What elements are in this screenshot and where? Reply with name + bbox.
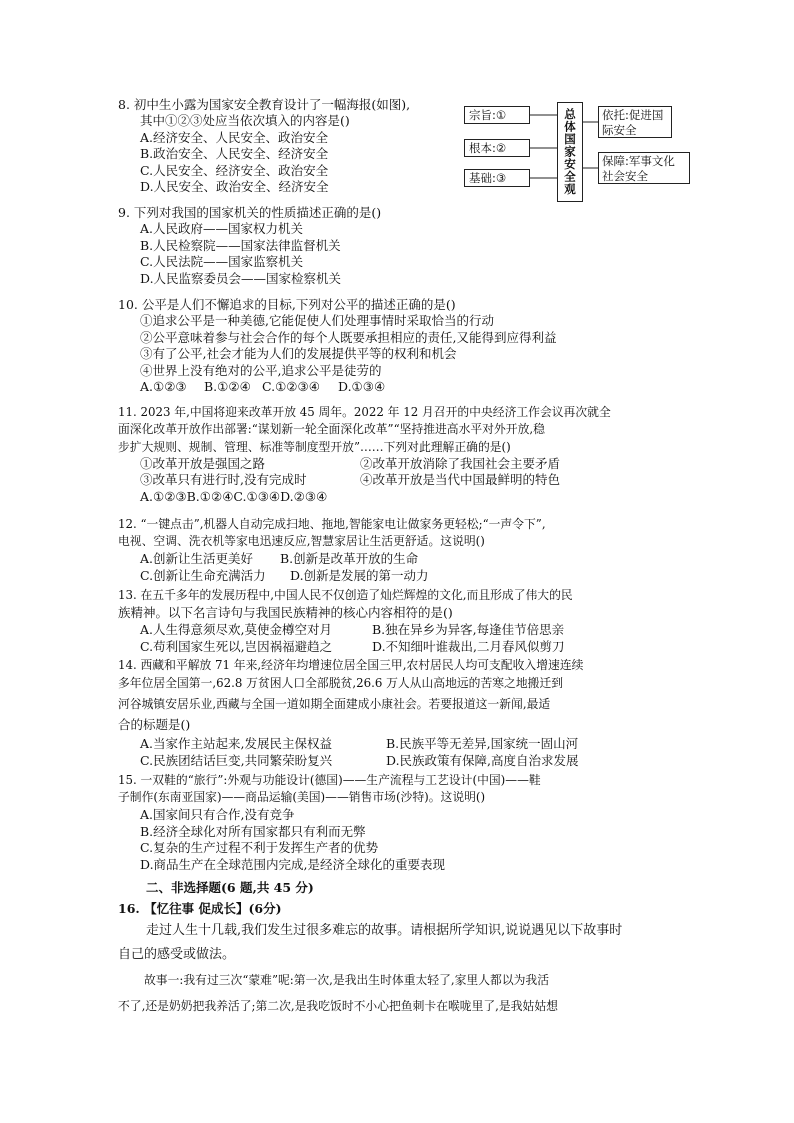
q14-stem-2: 多年位居全国第一,62.8 万贫困人口全部脱贫,26.6 万人从山高地远的苦寒之地搬迁到: [118, 676, 564, 691]
q10-item-3: ③有了公平,社会才能为人们的发展提供平等的权利和机会: [140, 346, 457, 362]
q15-option-b: B.经济全球化对所有国家都只有利而无弊: [140, 823, 366, 839]
q13-option-b: B.独在异乡为异客,每逢佳节倍思亲: [372, 622, 565, 638]
q14-option-b: B.民族平等无差异,国家统一固山河: [386, 736, 579, 752]
q12-option-a: A.创新让生活更美好: [140, 551, 254, 567]
q14-options-row-2: [118, 753, 686, 769]
q15-stem-1: 15. 一双鞋的“旅行”:外观与功能设计(德国)——生产流程与工艺设计(中国)——鞋: [118, 773, 541, 787]
q16-story-1: 故事一:我有过三次“蒙难”呢:第一次,是我出生时体重太轻了,家里人都以为我活: [144, 973, 550, 987]
q16-intro-2: 自己的感受或做法。: [118, 947, 236, 962]
q12-stem-1: 12. “一键点击”,机器人自动完成扫地、拖地,智能家电让做家务更轻松;“一声令下”,: [118, 517, 546, 531]
q9-option-a: A.人民政府——国家权力机关: [140, 221, 304, 237]
q10-option-a: A.①②③: [140, 378, 187, 394]
q12-option-b: B.创新是改革开放的生命: [280, 551, 419, 567]
q14-options-row-1: [118, 736, 686, 752]
diagram-center-box: 总体国家安全观: [557, 102, 583, 202]
q11-item-3: ③改革只有进行时,没有完成时: [140, 472, 307, 488]
q16-title: 16. 【忆往事 促成长】(6分): [118, 901, 282, 916]
q11-stem-1: 11. 2023 年,中国将迎来改革开放 45 周年。2022 年 12 月召开的中央经济工作会议再次就全: [118, 405, 611, 419]
q13-option-d: D.不知细叶谁裁出,二月春风似剪刀: [372, 638, 565, 654]
q8-stem-2: 其中①②③处应当依次填入的内容是(): [140, 113, 350, 129]
q12-option-d: D.创新是发展的第一动力: [290, 567, 429, 583]
q10-item-2: ②公平意味着参与社会合作的每个人既要承担相应的责任,又能得到应得利益: [140, 329, 557, 345]
q14-stem-3: 河谷城镇安居乐业,西藏与全国一道如期全面建成小康社会。若要报道这一新闻,最适: [118, 697, 551, 712]
q11-options: A.①②③B.①②④C.①③④D.②③④: [140, 488, 328, 504]
q14-stem-1: 14. 西藏和平解放 71 年来,经济年均增速位居全国三甲,农村居民人均可支配收入增速连续: [118, 658, 584, 672]
q16-intro-1: 走过人生十几载,我们发生过很多难忘的故事。请根据所学知识,说说遇见以下故事时: [146, 923, 623, 938]
q11-item-2: ②改革开放消除了我国社会主要矛盾: [360, 455, 561, 471]
q12-options-row-1: [118, 551, 686, 567]
diagram-purpose-box: 宗旨:①: [464, 106, 530, 124]
q13-options-row-2: [118, 639, 686, 655]
section-2-heading: 二、非选择题(6 题,共 45 分): [146, 880, 314, 895]
q14-option-d: D.民族政策有保障,高度自治求发展: [386, 752, 579, 768]
q11-stem-2: 面深化改革开放作出部署:“谋划新一轮全面深化改革”“坚持推进高水平对外开放,稳: [118, 422, 545, 437]
question-16: [118, 899, 688, 1019]
q9-stem: 9. 下列对我国的国家机关的性质描述正确的是(): [118, 205, 382, 220]
q9-option-b: B.人民检察院——国家法律监督机关: [140, 237, 341, 253]
diagram-support-box: 依托:促进国际安全: [598, 106, 672, 138]
q11-items-row-2: [118, 472, 686, 488]
q9-option-c: C.人民法院——国家监察机关: [140, 254, 304, 270]
national-security-diagram: [462, 100, 694, 204]
q16-story-2: 不了,还是奶奶把我养活了;第二次,是我吃饭时不小心把鱼刺卡在喉咙里了,是我姑姑想: [118, 999, 558, 1013]
q14-stem-4: 合的标题是(): [118, 717, 191, 733]
q11-items-row-1: [118, 456, 686, 472]
q15-stem-2: 子制作(东南亚国家)——商品运输(美国)——销售市场(沙特)。这说明(): [118, 790, 486, 805]
q9-option-d: D.人民监察委员会——国家检察机关: [140, 270, 342, 286]
q8-option-a: A.经济安全、人民安全、政治安全: [140, 129, 329, 145]
q15-option-c: C.复杂的生产过程不利于发挥生产者的优势: [140, 840, 379, 856]
q13-stem-1: 13. 在五千多年的发展历程中,中国人民不仅创造了灿烂辉煌的文化,而且形成了伟大的民: [118, 588, 573, 602]
q8-option-b: B.政治安全、人民安全、经济安全: [140, 146, 329, 162]
q8-option-d: D.人民安全、政治安全、经济安全: [140, 178, 329, 194]
q12-stem-2: 电视、空调、洗衣机等家电迅速反应,智慧家居让生活更舒适。这说明(): [118, 534, 485, 549]
question-9: [118, 205, 688, 287]
q15-option-d: D.商品生产在全球范围内完成,是经济全球化的重要表现: [140, 856, 446, 872]
q11-item-1: ①改革开放是强国之路: [140, 455, 266, 471]
q10-options: [118, 379, 688, 395]
diagram-root-box: 根本:②: [464, 139, 530, 157]
q12-option-c: C.创新让生命充满活力: [140, 567, 266, 583]
q10-option-b: B.①②④: [204, 378, 251, 394]
diagram-guarantee-box: 保障:军事文化社会安全: [598, 152, 690, 184]
q10-item-4: ④世界上没有绝对的公平,追求公平是徒劳的: [140, 362, 382, 378]
q13-option-a: A.人生得意须尽欢,莫使金樽空对月: [140, 622, 332, 638]
q8-stem-1: 8. 初中生小露为国家安全教育设计了一幅海报(如图),: [118, 97, 411, 112]
q15-option-a: A.国家间只有合作,没有竞争: [140, 807, 295, 823]
question-10: [118, 297, 688, 395]
q10-item-1: ①追求公平是一种美德,它能促使人们处理事情时采取恰当的行动: [140, 313, 494, 329]
q11-item-4: ④改革开放是当代中国最鲜明的特色: [360, 472, 561, 488]
q13-options-row-1: [118, 622, 686, 638]
question-14: [118, 657, 686, 769]
q11-stem-3: 步扩大规则、规制、管理、标准等制度型开放”……下列对此理解正确的是(): [118, 440, 511, 455]
q8-option-c: C.人民安全、经济安全、政治安全: [140, 162, 329, 178]
q10-option-c: C.①②③④: [262, 378, 320, 394]
question-12: [118, 516, 686, 584]
q13-option-c: C.苟利国家生死以,岂因祸福避趋之: [140, 638, 333, 654]
question-11: [118, 404, 686, 505]
q14-option-a: A.当家作主站起来,发展民主保权益: [140, 736, 332, 752]
q12-options-row-2: [118, 568, 686, 584]
q10-option-d: D.①③④: [338, 378, 386, 394]
q13-stem-2: 族精神。以下名言诗句与我国民族精神的核心内容相符的是(): [118, 605, 453, 621]
diagram-foundation-box: 基础:③: [464, 169, 530, 187]
q10-stem: 10. 公平是人们不懈追求的目标,下列对公平的描述正确的是(): [118, 297, 456, 312]
q14-option-c: C.民族团结话巨变,共同繁荣盼复兴: [140, 752, 333, 768]
question-15: [118, 772, 686, 873]
question-13: [118, 587, 686, 655]
